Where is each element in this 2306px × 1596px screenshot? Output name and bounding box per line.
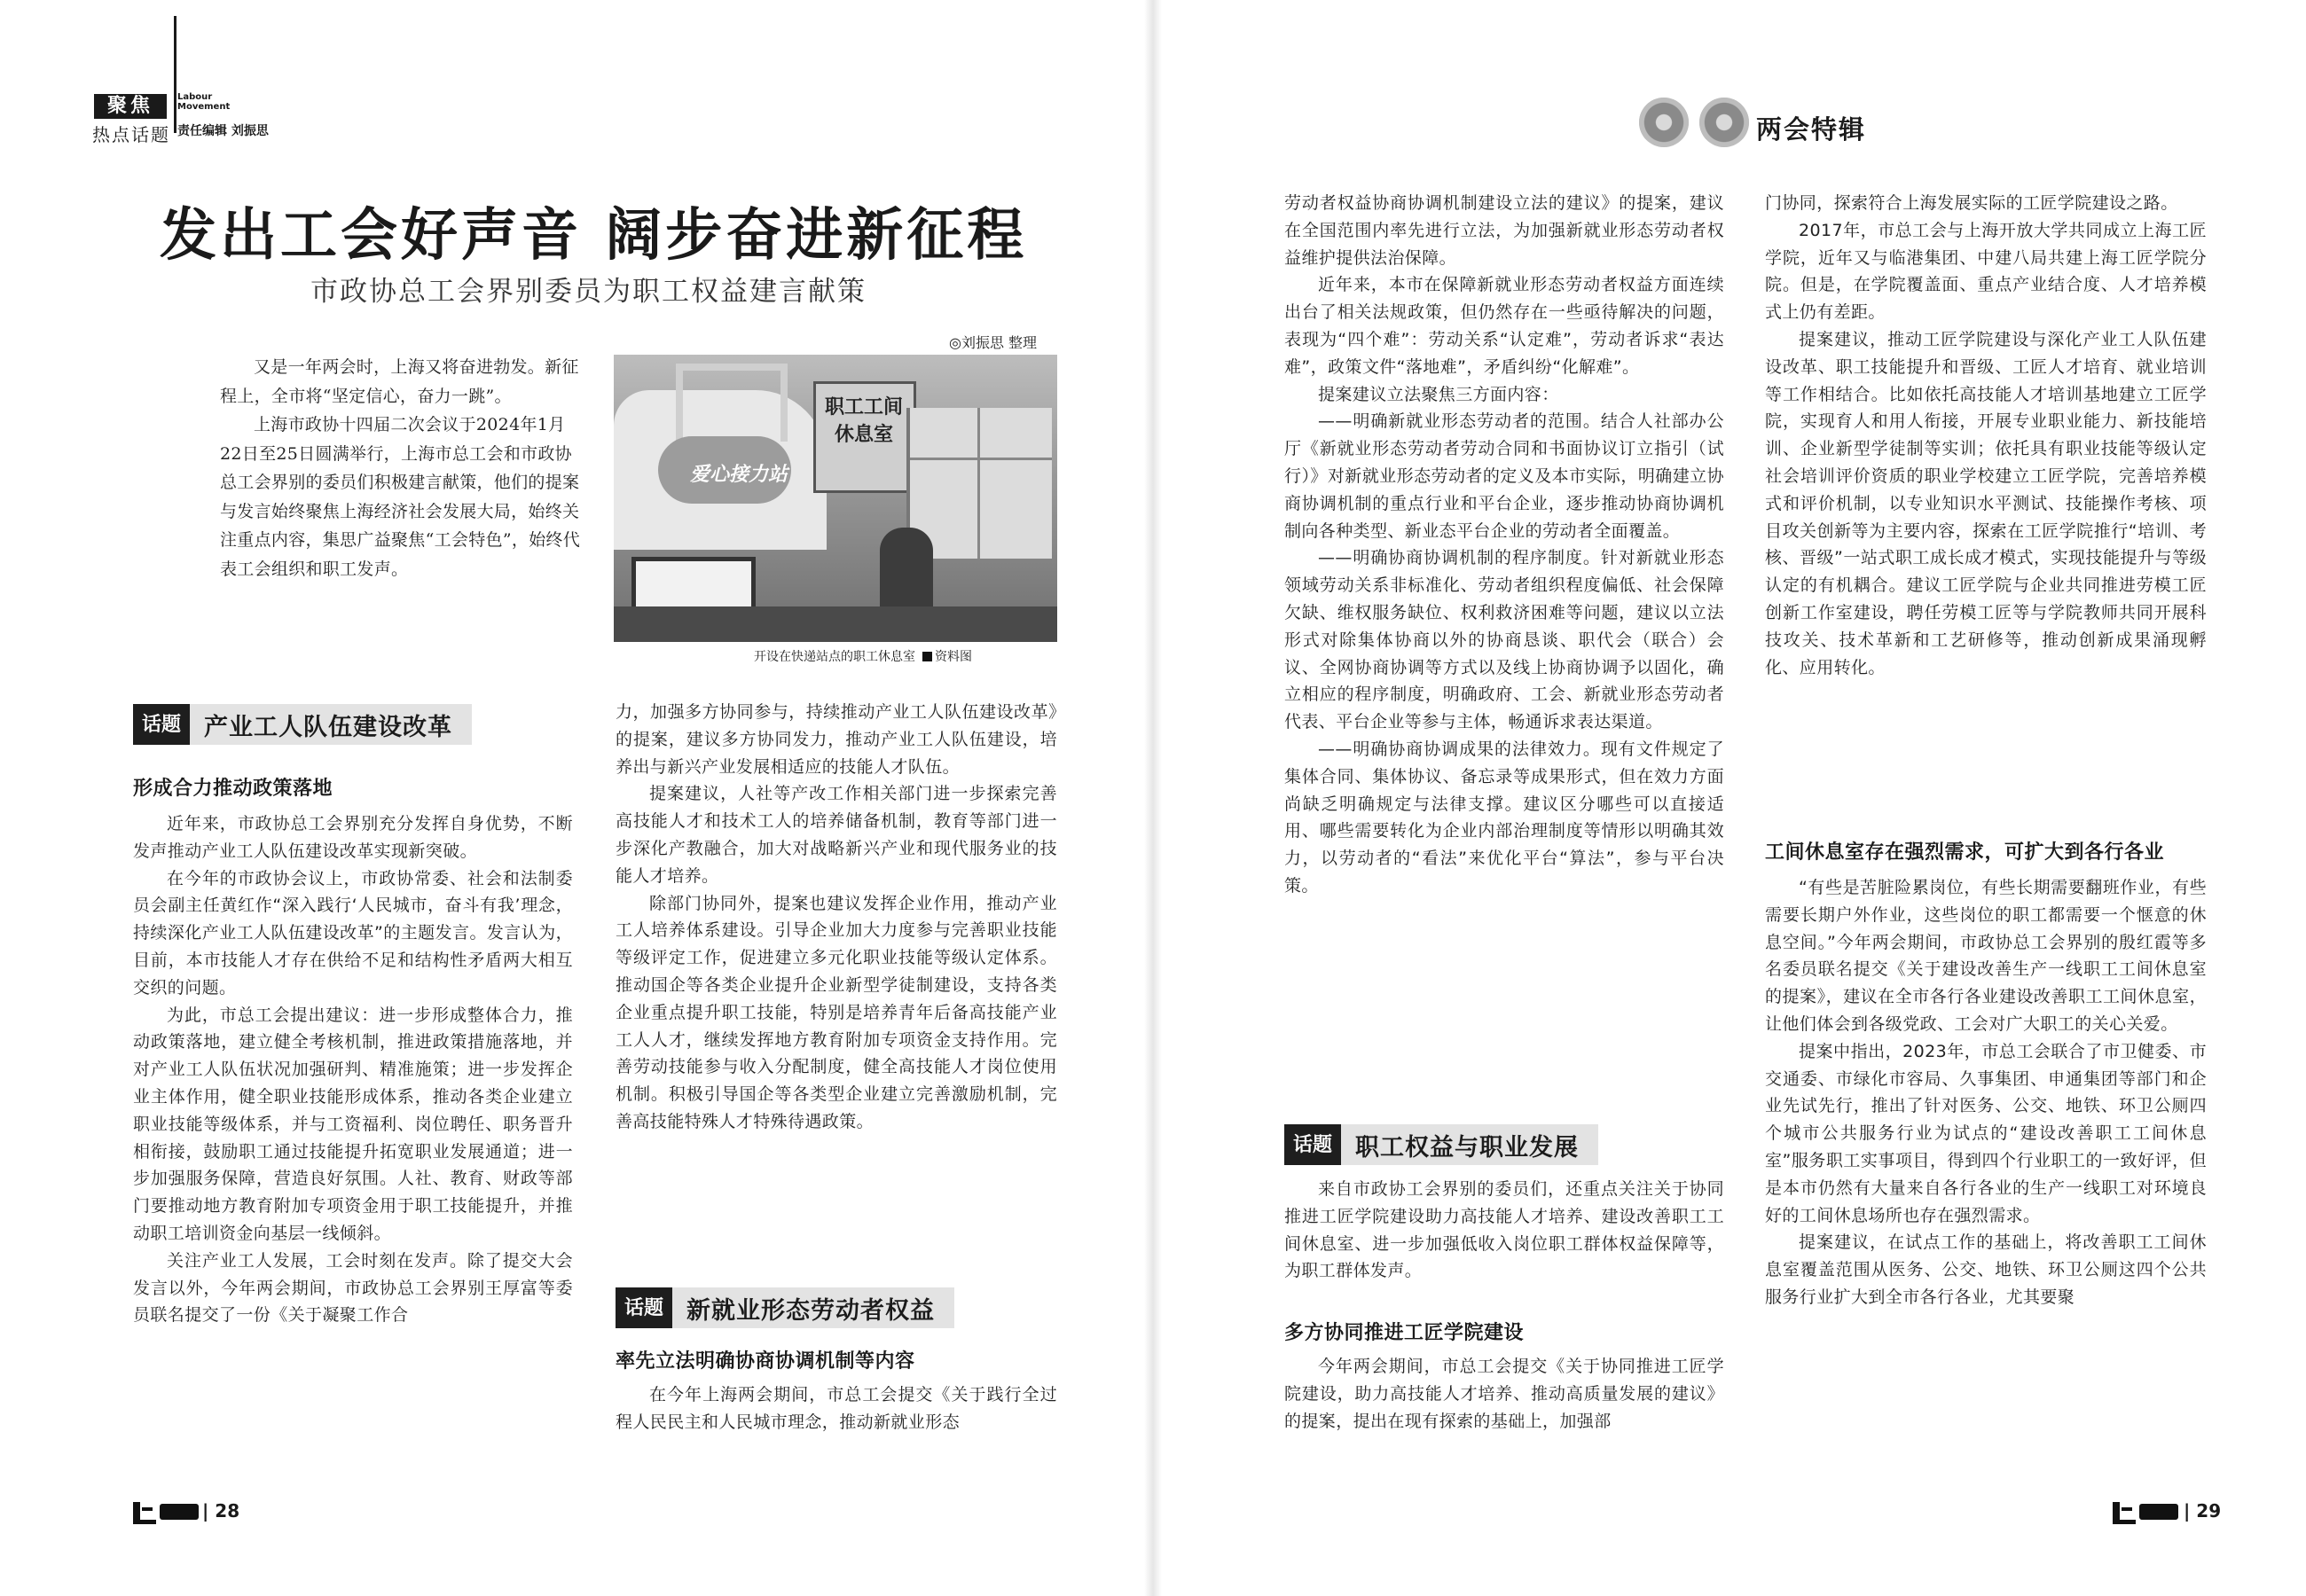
topic-tag: 话题: [133, 704, 190, 745]
column-4: [1765, 190, 2207, 681]
paragraph: 为此，市总工会提出建议：进一步形成整体合力，推动政策落地，建立健全考核机制，推进政策措施落地，并对产业工人队伍状况加强研判、精准施策；进一步发挥企业主体作用，健全职业技能形成体系，推动各类企业建立职业技能等级体系，并与工资福利、岗位聘任、职务晋升相衔接，鼓励职工通过技能提升拓宽职业发展通道；进一步加强服务保障，营造良好氛围。人社、教育、财政等部门要推动地方教育附加专项资金用于职工技能提升，并推动职工培训资金向基层一线倾斜。: [133, 1005, 573, 1243]
subhead: 多方协同推进工匠学院建设: [1284, 1322, 1525, 1344]
section-header-rights: [1284, 1124, 1598, 1165]
paragraph: 近年来，本市在保障新就业形态劳动者权益方面连续出台了相关法规政策，但仍然存在一些亟待解决的问题，表现为“四个难”：劳动关系“认定难”，劳动者诉求“表达难”，政策文件“落地难”，矛盾纠纷“化解难”。: [1284, 275, 1724, 377]
paragraph: 今年两会期间，市总工会提交《关于协同推进工匠学院建设，助力高技能人才培养、推动高质量发展的建议》的提案，提出在现有探索的基础上，加强部: [1284, 1357, 1724, 1431]
paragraph: 提案建议，推动工匠学院建设与深化产业工人队伍建设改革、职工技能提升和晋级、工匠人才培育、就业培训等工作相结合。比如依托高技能人才培训基地建立工匠学院，实现育人和用人衔接，开展专业职业能力、新技能培训、企业新型学徒制等实训；依托具有职业技能等级认定社会培训评价资质的职业学校建立工匠学院，完善培养模式和评价机制，以专业知识水平测试、技能操作考核、项目攻关创新等为主要内容，探索在工匠学院推行“培训、考核、晋级”一站式职工成长成才模式，实现技能提升与等级认定的有机耦合。建议工匠学院与企业共同推进劳模工匠创新工作室建设，聘任劳模工匠等与学院教师共同开展科技攻关、技术革新和工艺研修等，推动创新成果涌现孵化、应用转化。: [1765, 329, 2207, 677]
article-subtitle: 市政协总工会界别委员为职工权益建言献策: [310, 276, 867, 308]
paragraph: 提案建议，人社等产改工作相关部门进一步探索完善高技能人才和技术工人的培养储备机制，教育等部门进一步深化产教融合，加大对战略新兴产业和现代服务业的技能人才培养。: [616, 784, 1057, 886]
paragraph: 近年来，市政协总工会界别充分发挥自身优势，不断发声推动产业工人队伍建设改革实现新突破。: [133, 814, 573, 861]
photo-credit: 资料图: [935, 650, 972, 664]
subhead: 形成合力推动政策落地: [133, 778, 333, 800]
paragraph: “有些是苦脏险累岗位，有些长期需要翻班作业，有些需要长期户外作业，这些岗位的职工都需要一个惬意的休息空间。”今年两会期间，市政协总工会界别的殷红霞等多名委员联名提交《关于建设改善生产一线职工工间休息室的提案》，建议在全市各行各业建设改善职工工间休息室，让他们体会到各级党政、工会对广大职工的关心关爱。: [1765, 878, 2207, 1034]
lede: [220, 353, 582, 583]
magazine-logo: [133, 1498, 202, 1525]
paragraph: 提案建议立法聚焦三方面内容：: [1318, 384, 1559, 404]
paragraph: 2017年，市总工会与上海开放大学共同成立上海工匠学院，近年又与临港集团、中建八局共建上海工匠学院分院。但是，在学院覆盖面、重点产业结合度、人才培养模式上仍有差距。: [1765, 220, 2207, 323]
paragraph: 劳动者权益协商协调机制建设立法的建议》的提案，建议在全国范围内率先进行立法，为加强新就业形态劳动者权益维护提供法治保障。: [1284, 193, 1724, 268]
topic-tag: 话题: [1284, 1124, 1341, 1165]
caption-text: 开设在快递站点的职工休息室: [754, 650, 915, 664]
section-label: 热点话题: [92, 124, 170, 145]
photo-sign-text: 爱心接力站: [690, 464, 788, 486]
page-number: 28: [215, 1500, 240, 1522]
labour-movement-label: Labour Movement: [177, 92, 231, 112]
column-4-lower: [1765, 874, 2207, 1311]
editor-label: 责任编辑 刘振思: [177, 124, 269, 138]
page-number-right: [2184, 1500, 2221, 1522]
paragraph: 力，加强多方协同参与，持续推动产业工人队伍建设改革》的提案，建议多方协同发力，推动产业工人队伍建设，培养出与新兴产业发展相适应的技能人才队伍。: [616, 702, 1057, 777]
right-page: [1153, 0, 2306, 1596]
square-bullet-icon: [922, 652, 932, 661]
section-header-industry: [133, 704, 472, 745]
header-divider: [174, 16, 176, 133]
topic-tag: 话题: [616, 1287, 672, 1328]
section-title: 产业工人队伍建设改革: [204, 713, 453, 741]
paragraph: 除部门协同外，提案也建议发挥企业作用，推动产业工人培养体系建设。引导企业加大力度参与完善职业技能等级评定工作，促进建立多元化职业技能等级认定体系。推动国企等各类企业提升企业新型学徒制建设，支持各类企业重点提升职工技能，特别是培养青年后备高技能产业工人人才，继续发挥地方教育附加专项资金支持作用。完善劳动技能参与收入分配制度，健全高技能人才岗位使用机制。积极引导国企等各类型企业建立完善激励机制，完善高技能特殊人才特殊待遇政策。: [616, 893, 1057, 1131]
paragraph: 在今年的市政协会议上，市政协常委、社会和法制委员会副主任黄红作“深入践行‘人民城市，奋斗有我’理念，持续深化产业工人队伍建设改革”的主题发言。发言认为，目前，本市技能人才存在供给不足和结构性矛盾两大相互交织的问题。: [133, 868, 573, 998]
photo-caption: [754, 647, 972, 665]
subhead: 率先立法明确协商协调机制等内容: [616, 1350, 915, 1373]
column-3-lower: [1284, 1353, 1724, 1435]
national-emblem-icon: [1639, 98, 1689, 147]
focus-label: 聚焦: [94, 94, 167, 119]
byline: ◎刘振思 整理: [949, 334, 1038, 351]
paragraph: 在今年上海两会期间，市总工会提交《关于践行全过程人民民主和人民城市理念，推动新就业形态: [616, 1385, 1057, 1432]
subhead: 工间休息室存在强烈需求，可扩大到各行各业: [1765, 841, 2165, 864]
photo-sign-text: 职工工间休息室: [824, 396, 903, 446]
paragraph: 来自市政协工会界别的委员们，还重点关注关于协同推进工匠学院建设助力高技能人才培养、建设改善职工工间休息室、进一步加强低收入岗位职工群体权益保障等，为职工群体发声。: [1284, 1179, 1724, 1281]
paragraph: ——明确协商协调成果的法律效力。现有文件规定了集体合同、集体协议、备忘录等成果形式，但在效力方面尚缺乏明确规定与法律支撑。建议区分哪些可以直接适用、哪些需要转化为企业内部治理制度等情形以明确其效力，以劳动者的“看法”来优化平台“算法”，参与平台决策。: [1284, 739, 1724, 896]
paragraph: 关注产业工人发展，工会时刻在发声。除了提交大会发言以外，今年两会期间，市政协总工会界别王厚富等委员联名提交了一份《关于凝聚工作合: [133, 1250, 573, 1326]
page-separator: |: [2184, 1500, 2191, 1522]
paragraph: ——明确新就业形态劳动者的范围。结合人社部办公厅《新就业形态劳动者劳动合同和书面协议订立指引（试行）》对新就业形态劳动者的定义及本市实际，明确建立协商协调机制的重点行业和平台企业，逐步推动协商协调机制向各种类型、新业态平台企业的劳动者全面覆盖。: [1284, 411, 1724, 541]
paragraph: 提案建议，在试点工作的基础上，将改善职工工间休息室覆盖范围从医务、公交、地铁、环卫公厕这四个公共服务行业扩大到全市各行各业，尤其要聚: [1765, 1232, 2207, 1307]
special-edition-label: 两会特辑: [1756, 114, 1867, 145]
page-separator: |: [202, 1500, 209, 1522]
section-title: 新就业形态劳动者权益: [686, 1296, 936, 1325]
rest-room-photo: [614, 355, 1057, 642]
column-3-intro: [1284, 1176, 1724, 1285]
paragraph: 门协同，探索符合上海发展实际的工匠学院建设之路。: [1765, 193, 2178, 213]
lede-paragraph: 又是一年两会时，上海又将奋进勃发。新征程上，全市将“坚定信心，奋力一跳”。: [220, 357, 579, 406]
magazine-logo: [2113, 1498, 2182, 1525]
column-2: [616, 699, 1057, 1136]
section-title: 职工权益与职业发展: [1355, 1133, 1580, 1162]
cppcc-emblem-icon: [1699, 98, 1749, 147]
column-1: [133, 810, 573, 1329]
paragraph: ——明确协商协调机制的程序制度。针对新就业形态领域劳动关系非标准化、劳动者组织程度偏低、社会保障欠缺、维权服务缺位、权利救济困难等问题，建议以立法形式对除集体协商以外的协商恳谈、职代会（联合）会议、全网协商协调等方式以及线上协商协调予以固化，确立相应的程序制度，明确政府、工会、新就业形态劳动者代表、平台企业等参与主体，畅通诉求表达渠道。: [1284, 548, 1724, 732]
lede-paragraph: 上海市政协十四届二次会议于2024年1月22日至25日圆满举行，上海市总工会和市政协总工会界别的委员们积极建言献策，他们的提案与发言始终聚焦上海经济社会发展大局，始终关注重点内容，集思广益聚焦“工会特色”，始终代表工会组织和职工发声。: [220, 415, 581, 579]
section-header-new-employment: [616, 1287, 954, 1328]
page-number-left: [202, 1500, 239, 1522]
page-number: 29: [2196, 1500, 2222, 1522]
article-title: 发出工会好声音 阔步奋进新征程: [160, 202, 1028, 269]
paragraph: 提案中指出，2023年，市总工会联合了市卫健委、市交通委、市绿化市容局、久事集团、申通集团等部门和企业先试先行，推出了针对医务、公交、地铁、环卫公厕四个城市公共服务行业为试点的“建设改善职工工间休息室”服务职工实事项目，得到四个行业职工的一致好评，但是本市仍然有大量来自各行各业的生产一线职工对环境良好的工间休息场所也存在强烈需求。: [1765, 1041, 2207, 1225]
column-3: [1284, 190, 1724, 900]
column-2-lower: [616, 1381, 1057, 1436]
